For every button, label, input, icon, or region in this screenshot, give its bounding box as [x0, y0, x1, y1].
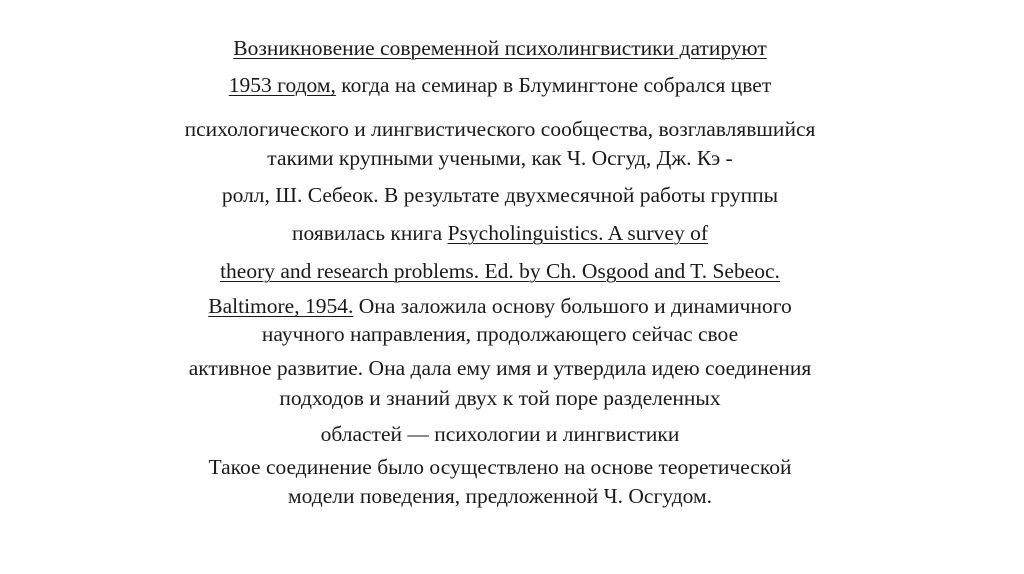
text-line: [0, 176, 1000, 214]
text-span: модели поведения, предложенной Ч. Осгудом.: [288, 484, 712, 508]
text-span: появилась книга: [292, 221, 448, 245]
text-span: когда на семинар в Блумингтоне собрался цвет: [335, 73, 772, 97]
text-line: [0, 146, 1000, 176]
text-span: психологического и лингвистического сообщества, возглавлявшийся: [184, 117, 816, 141]
text-line: [0, 214, 1000, 252]
text-line: [0, 414, 1000, 454]
text-span: подходов и знаний двух к той поре разделенных: [279, 386, 721, 410]
text-line: [0, 454, 1000, 480]
text-line: [0, 480, 1000, 512]
underlined-text: Возникновение современной психолингвистики датируют: [233, 36, 767, 60]
text-span: ролл, Ш. Себеок. В результате двухмесячной работы группы: [221, 183, 779, 207]
text-line: [0, 290, 1000, 322]
text-line: [0, 350, 1000, 386]
text-line: [0, 252, 1000, 290]
slide-text: [0, 30, 1000, 512]
text-span: областей — психологии и лингвистики: [320, 422, 680, 446]
underlined-text: Baltimore, 1954.: [208, 294, 354, 318]
text-line: [0, 66, 1000, 104]
underlined-text: Psycholinguistics. A survey of: [447, 221, 708, 245]
underlined-text: theory and research problems. Ed. by Ch. Osgood and T. Sebeoc.: [220, 259, 780, 283]
text-span: активное развитие. Она дала ему имя и утвердила идею соединения: [188, 356, 812, 380]
text-span: Она заложила основу большого и динамичного: [353, 294, 792, 318]
text-span: Такое соединение было осуществлено на основе теоретической: [208, 455, 792, 479]
text-line: [0, 112, 1000, 146]
text-span: такими крупными учеными, как Ч. Осгуд, Дж. Кэ -: [267, 146, 733, 170]
underlined-text: 1953 годом,: [228, 73, 336, 97]
text-line: [0, 30, 1000, 66]
text-span: научного направления, продолжающего сейчас свое: [261, 322, 739, 346]
text-line: [0, 386, 1000, 414]
text-line: [0, 322, 1000, 350]
